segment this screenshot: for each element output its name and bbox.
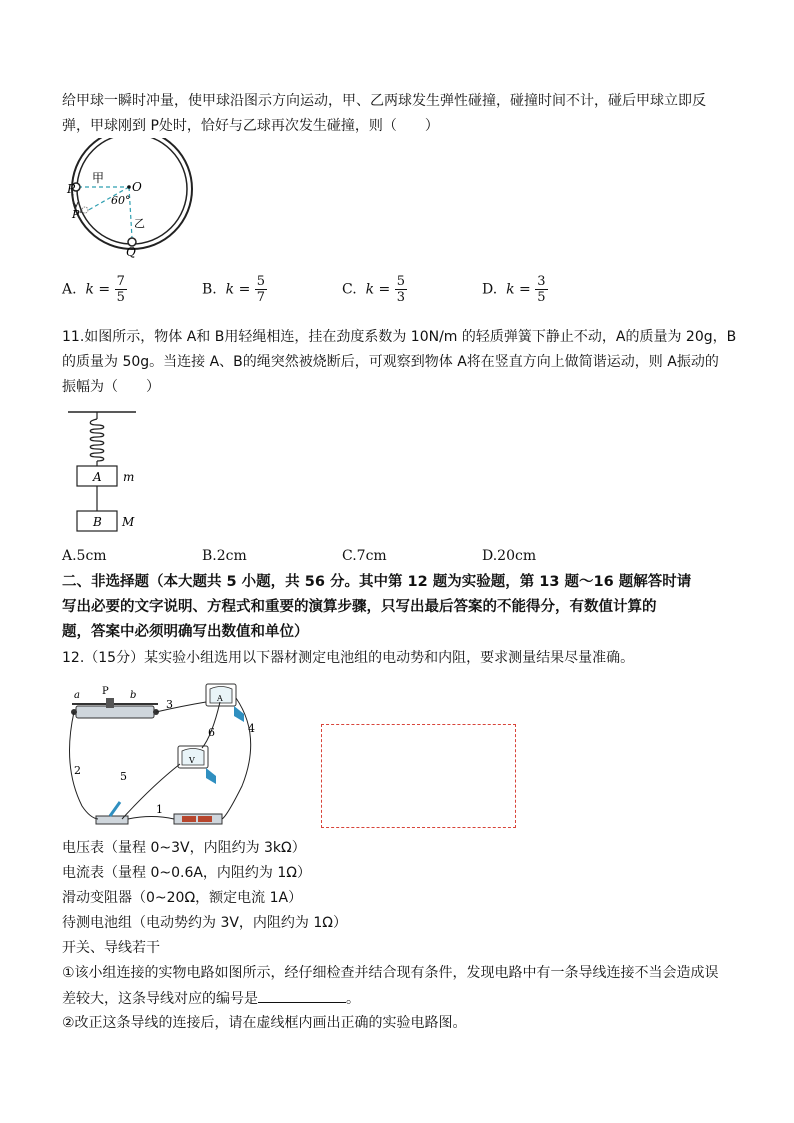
- q11-option-d[interactable]: D.20cm: [482, 548, 537, 564]
- q10-option-a[interactable]: [62, 274, 127, 305]
- q12-circuit-figure: [62, 676, 274, 834]
- label-60-degree: 60°: [111, 194, 131, 207]
- option-letter: A.: [62, 281, 77, 298]
- voltmeter-base: [206, 768, 216, 784]
- label-P: P: [102, 686, 109, 697]
- q11-option-c[interactable]: C.7cm: [342, 548, 387, 564]
- equipment-battery: 待测电池组（电动势约为 3V，内阻约为 1Ω）: [62, 915, 347, 931]
- q10-line2: 弹，甲球刚到 P处时，恰好与乙球再次发生碰撞，则（ ）: [62, 118, 439, 134]
- option-eq: =: [238, 281, 251, 298]
- equipment-voltmeter: 电压表（量程 0~3V，内阻约为 3kΩ）: [62, 840, 306, 856]
- q10-line1: 给甲球一瞬时冲量，使甲球沿图示方向运动，甲、乙两球发生弹性碰撞，碰撞时间不计，碰后甲球立即反: [62, 93, 706, 109]
- option-var: k: [365, 281, 375, 298]
- denominator: 5: [537, 290, 546, 305]
- rheostat-body: [76, 706, 154, 718]
- label-O: O: [132, 180, 142, 194]
- option-eq: =: [519, 281, 531, 298]
- numerator: 5: [396, 274, 405, 289]
- wire-label-3: 3: [166, 698, 173, 711]
- q11-option-b[interactable]: B.2cm: [202, 548, 247, 564]
- label-jia: 甲: [92, 171, 105, 185]
- q11-line1: 11.如图所示，物体 A和 B用轻绳相连，挂在劲度系数为 10N/m 的轻质弹簧下静止不动，A的质量为 20g，B: [62, 329, 737, 345]
- fraction: [255, 274, 267, 305]
- switch-lever: [110, 802, 120, 816]
- label-yi: 乙: [134, 217, 145, 230]
- option-letter: D.: [482, 281, 498, 298]
- option-var: k: [225, 281, 235, 298]
- q12-sub1-line1: ①该小组连接的实物电路如图所示，经仔细检查并结合现有条件，发现电路中有一条导线连接不当会造成误: [62, 965, 719, 981]
- section2-line2: 写出必要的文字说明、方程式和重要的演算步骤，只写出最后答案的不能得分，有数值计算的: [62, 599, 657, 615]
- wire-label-5: 5: [120, 770, 127, 783]
- center-O-dot: [127, 185, 131, 189]
- wire-label-6: 6: [208, 726, 215, 739]
- equipment-rheostat: 滑动变阻器（0~20Ω，额定电流 1A）: [62, 890, 303, 906]
- q11-option-a[interactable]: A.5cm: [62, 548, 107, 564]
- rheostat-slider: [106, 698, 114, 708]
- option-eq: =: [378, 281, 391, 298]
- numerator: 5: [256, 274, 266, 289]
- denominator: 3: [396, 290, 405, 305]
- option-eq: =: [98, 281, 111, 298]
- fraction: [535, 274, 547, 305]
- sub1-end: 。: [346, 991, 360, 1007]
- label-Q: Q: [126, 245, 136, 259]
- option-letter: B.: [202, 281, 217, 298]
- circuit-drawing-box[interactable]: [321, 724, 516, 828]
- label-A: A: [93, 470, 102, 484]
- section2-line1: 二、非选择题（本大题共 5 小题，共 56 分。其中第 12 题为实验题，第 13 题～16 题解答时请: [62, 574, 692, 590]
- label-P: P: [67, 182, 76, 196]
- answer-blank[interactable]: [258, 988, 346, 1003]
- wire-label-4: 4: [248, 722, 255, 735]
- wire-5: [122, 764, 180, 819]
- label-B: B: [93, 515, 102, 529]
- option-var: k: [506, 281, 515, 298]
- q11-line2: 的质量为 50g。当连接 A、B的绳突然被烧断后，可观察到物体 A将在竖直方向上做简谐运动，则 A振动的: [62, 354, 719, 370]
- label-m: m: [123, 470, 135, 484]
- fraction: [395, 274, 407, 305]
- spring-coil: [90, 419, 104, 461]
- q12-sub2: ②改正这条导线的连接后，请在虚线框内画出正确的实验电路图。: [62, 1015, 467, 1031]
- q10-option-b[interactable]: [202, 274, 267, 305]
- equipment-switch-wires: 开关、导线若干: [62, 940, 160, 956]
- wire-6: [202, 702, 220, 748]
- wire-label-2: 2: [74, 764, 81, 777]
- q12-stem: 12.（15分）某实验小组选用以下器材测定电池组的电动势和内阻，要求测量结果尽量准确。: [62, 650, 635, 666]
- wire-label-1: 1: [156, 803, 163, 816]
- section2-line3: 题，答案中必须明确写出数值和单位）: [62, 624, 309, 640]
- battery-cell-1: [182, 816, 196, 822]
- position-Pp-marker: [82, 207, 88, 213]
- voltmeter-label: V: [189, 756, 195, 765]
- battery-cell-2: [198, 816, 212, 822]
- label-Pp: P': [72, 208, 83, 221]
- label-M: M: [122, 515, 135, 529]
- ammeter-label: A: [217, 694, 223, 703]
- option-letter: C.: [342, 281, 357, 298]
- sub1-text: 差较大，这条导线对应的编号是: [62, 991, 258, 1007]
- q10-option-d[interactable]: [482, 274, 548, 305]
- denominator: 5: [116, 290, 125, 305]
- denominator: 7: [256, 290, 266, 305]
- wire-1: [128, 817, 174, 820]
- q12-sub1-line2: [62, 988, 360, 1009]
- q11-line3: 振幅为（ ）: [62, 379, 160, 395]
- numerator: 3: [537, 274, 546, 289]
- wire-3: [156, 702, 206, 712]
- q10-option-c[interactable]: [342, 274, 407, 305]
- fraction: [115, 274, 127, 305]
- q11-spring-figure: [66, 404, 146, 538]
- q10-ring-figure: [60, 138, 195, 260]
- option-var: k: [85, 281, 94, 298]
- numerator: 7: [116, 274, 125, 289]
- equipment-ammeter: 电流表（量程 0~0.6A，内阻约为 1Ω）: [62, 865, 311, 881]
- label-a: a: [74, 690, 80, 701]
- label-b: b: [130, 690, 137, 701]
